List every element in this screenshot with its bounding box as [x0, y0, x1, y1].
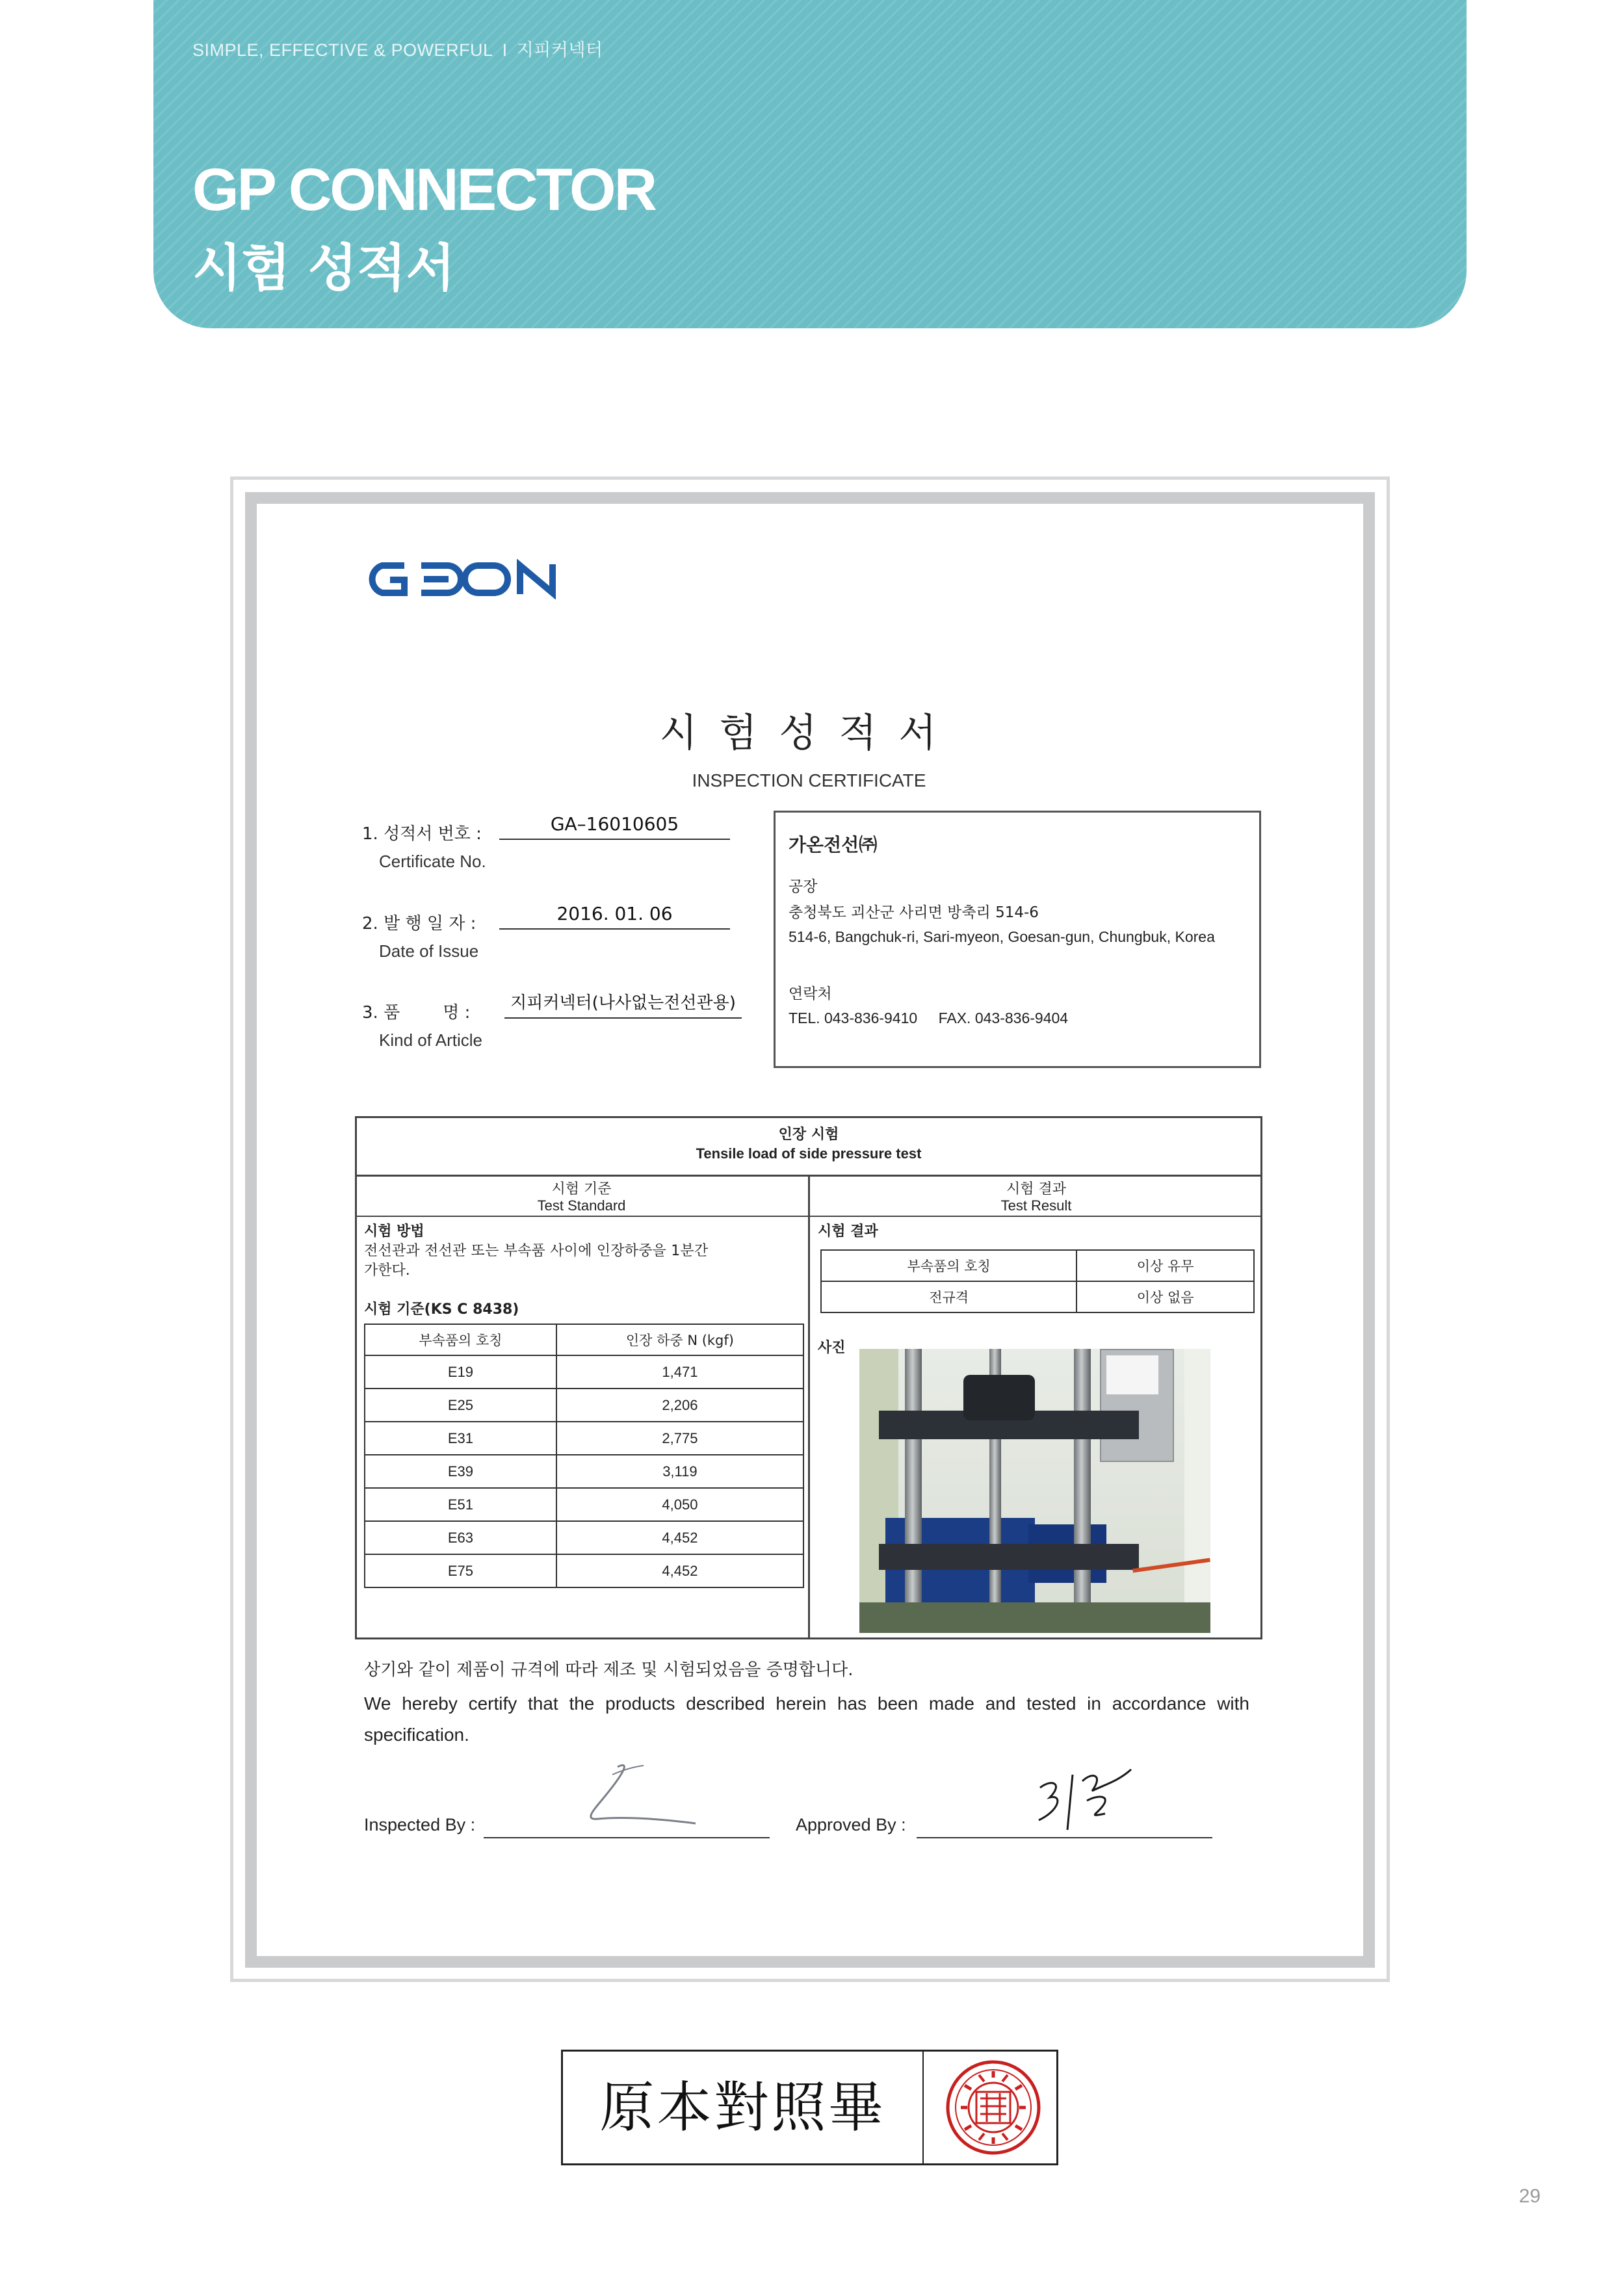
address-english: 514-6, Bangchuk-ri, Sari-myeon, Goesan-gun, Chungbuk, Korea [789, 928, 1215, 945]
seal-text: 原本對照畢 [599, 2076, 886, 2139]
tensile-load-cell: 4,050 [556, 1488, 803, 1521]
approver-signature [1027, 1755, 1144, 1840]
nominal-size-cell: E25 [365, 1389, 556, 1422]
inspected-by-label: Inspected By : [364, 1815, 476, 1834]
inspector-signature [572, 1755, 715, 1833]
tensile-load-cell: 3,119 [556, 1455, 803, 1488]
column-header: 부속품의 호칭 [821, 1250, 1076, 1281]
nominal-size-cell: E75 [365, 1554, 556, 1587]
address-korean: 충청북도 괴산군 사리면 방축리 514-6 [789, 904, 1039, 921]
approved-by-label: Approved By : [796, 1815, 906, 1834]
test-title-english: Tensile load of side pressure test [696, 1145, 922, 1162]
test-result-label: 시험 결과 [818, 1223, 878, 1240]
nominal-size-cell: E31 [365, 1422, 556, 1455]
result-header-korean: 시험 결과 [1006, 1181, 1066, 1197]
result-table [820, 1249, 1255, 1313]
company-name: 가온전선㈜ [789, 834, 878, 855]
test-standard-label: 시험 기준(KS C 8438) [364, 1301, 519, 1318]
article-sublabel: Kind of Article [379, 1030, 482, 1050]
column-header: 부속품의 호칭 [365, 1324, 556, 1355]
fax-number: FAX. 043-836-9404 [938, 1010, 1069, 1026]
table-row [365, 1554, 803, 1587]
table-row [365, 1488, 803, 1521]
column-header: 이상 유무 [1076, 1250, 1254, 1281]
test-title-korean: 인장 시험 [778, 1127, 839, 1143]
standard-load-table [364, 1324, 804, 1588]
certificate-subtitle: INSPECTION CERTIFICATE [692, 770, 926, 790]
test-method-text-line1: 전선관과 전선관 또는 부속품 사이에 인장하중을 1분간 [364, 1243, 709, 1259]
certification-statement-english: We hereby certify that the products described herein has been made and tested in accordance with specification. [364, 1693, 1249, 1745]
contact-label: 연락처 [789, 985, 832, 1002]
photo-label: 사진 [818, 1340, 846, 1356]
test-method-label: 시험 방법 [364, 1223, 424, 1240]
certificate-no-sublabel: Certificate No. [379, 852, 486, 871]
certificate-no-label: 1. 성적서 번호 : [362, 824, 482, 844]
test-machine-photo [859, 1349, 1210, 1633]
factory-label: 공장 [789, 878, 818, 895]
date-of-issue-value: 2016. 01. 06 [499, 901, 730, 930]
nominal-size-cell: E39 [365, 1455, 556, 1488]
table-row [365, 1455, 803, 1488]
nominal-size-cell: E19 [365, 1355, 556, 1389]
nominal-size-cell: E51 [365, 1488, 556, 1521]
tel-number: TEL. 043-836-9410 [789, 1010, 918, 1026]
red-seal-stamp-icon [945, 2059, 1041, 2156]
tensile-load-cell: 4,452 [556, 1521, 803, 1554]
gaon-logo [364, 559, 598, 599]
table-row [365, 1521, 803, 1554]
certificate-title: 시험성적서 [659, 711, 959, 756]
standard-header-english: Test Standard [537, 1197, 626, 1214]
test-method-text-line2: 가한다. [364, 1262, 410, 1279]
page-number: 29 [1519, 2185, 1541, 2207]
page-title: GP CONNECTOR [192, 157, 656, 223]
tensile-load-cell: 4,452 [556, 1554, 803, 1587]
table-row [821, 1250, 1254, 1281]
tagline-separator: I [502, 40, 508, 60]
article-label: 3. 품 명 : [362, 1003, 471, 1023]
company-info-box [774, 811, 1261, 1068]
tagline-product: 지피커넥터 [516, 40, 603, 60]
table-row [365, 1389, 803, 1422]
result-header-english: Test Result [1000, 1197, 1072, 1214]
date-of-issue-label: 2. 발 행 일 자 : [362, 914, 476, 933]
logo-text: GAON [364, 559, 366, 560]
tensile-load-cell: 2,775 [556, 1422, 803, 1455]
standard-header-korean: 시험 기준 [551, 1181, 612, 1197]
certification-statement-korean: 상기와 같이 제품이 규격에 따라 제조 및 시험되었음을 증명합니다. [364, 1660, 854, 1680]
tagline-text: SIMPLE, EFFECTIVE & POWERFUL [192, 40, 493, 60]
inspected-by-line [484, 1837, 770, 1838]
table-column-divider [808, 1175, 810, 1639]
result-status-cell: 이상 없음 [1076, 1281, 1254, 1312]
article-value: 지피커넥터(나사없는전선관용) [504, 990, 742, 1019]
table-row [365, 1355, 803, 1389]
contact-numbers [789, 1010, 1068, 1027]
page-subtitle: 시험 성적서 [192, 239, 455, 298]
nominal-size-cell: E63 [365, 1521, 556, 1554]
date-of-issue-sublabel: Date of Issue [379, 941, 479, 961]
original-copy-seal-box [561, 2050, 1058, 2165]
tensile-load-cell: 1,471 [556, 1355, 803, 1389]
seal-divider [922, 2052, 924, 2163]
tensile-load-cell: 2,206 [556, 1389, 803, 1422]
table-row [365, 1422, 803, 1455]
result-size-cell: 전규격 [821, 1281, 1076, 1312]
certificate-no-value: GA–16010605 [499, 811, 730, 840]
table-row [821, 1281, 1254, 1312]
column-header: 인장 하중 N (kgf) [556, 1324, 803, 1355]
